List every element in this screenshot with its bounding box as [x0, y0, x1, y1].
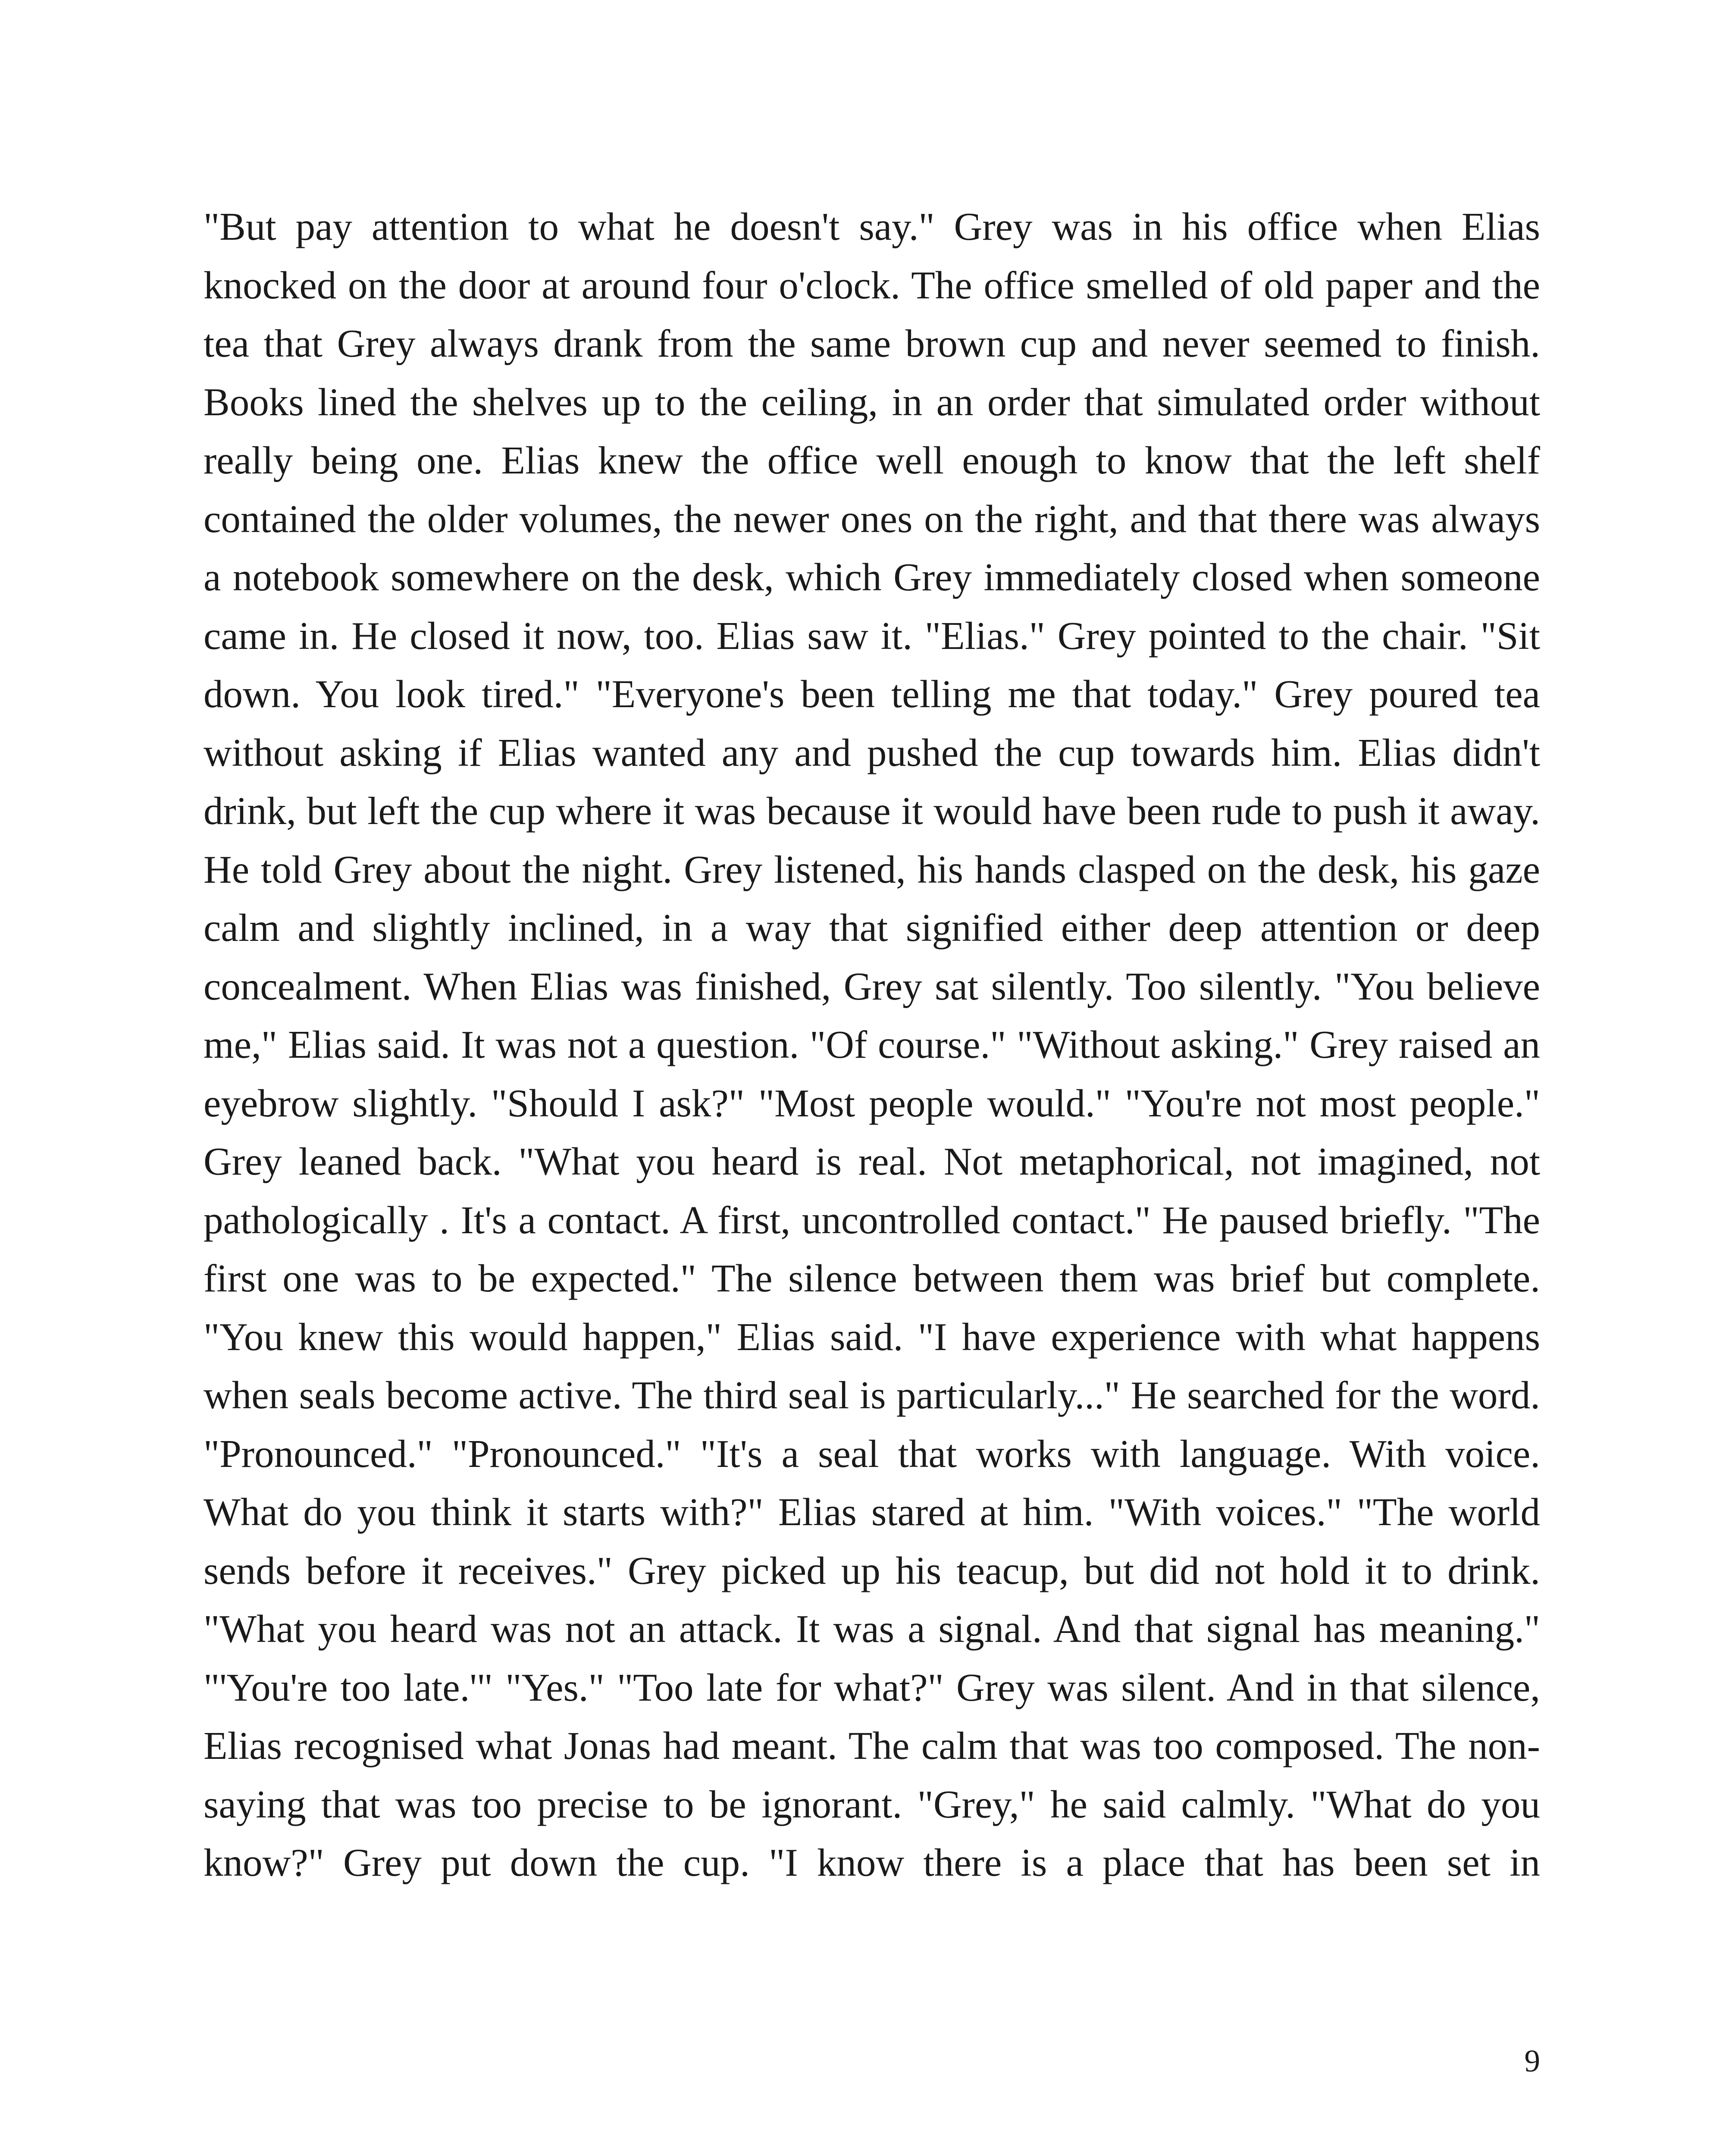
page-number: 9 [1524, 2043, 1540, 2078]
body-paragraph: "But pay attention to what he doesn't say." Grey was in his office when Elias knocked on the door at around four o'clock. The office smelled of old paper and the tea that Grey always drank from the same brown cup and never seemed to finish. Books lined the shelves up to the ceiling, in an order that simulated order without really being one. Elias knew the office well enough to know that the left shelf contained the older volumes, the newer ones on the right, and that there was always a notebook somewhere on the desk, which Grey immediately closed when someone came in. He closed it now, too. Elias saw it. "Elias." Grey pointed to the chair. "Sit down. You look tired." "Everyone's been telling me that today." Grey poured tea without asking if Elias wanted any and pushed the cup towards him. Elias didn't drink, but left the cup where it was because it would have been rude to push it away. He told Grey about the night. Grey listened, his hands clasped on the desk, his gaze calm and slightly inclined, in a way that signified either deep attention or deep concealment. When Elias was finished, Grey sat silently. Too silently. "You believe me," Elias said. It was not a question. "Of course." "Without asking." Grey raised an eyebrow slightly. "Should I ask?" "Most people would." "You're not most people." Grey leaned back. "What you heard is real. Not metaphorical, not imagined, not pathologically . It's a contact. A first, uncontrolled contact." He paused briefly. "The first one was to be expected." The silence between them was brief but complete. "You knew this would happen," Elias said. "I have experience with what happens when seals become active. The third seal is particularly..." He searched for the word. "Pronounced." "Pronounced." "It's a seal that works with language. With voice. What do you think it starts with?" Elias stared at him. "With voices." "The world sends before it receives." Grey picked up his teacup, but did not hold it to drink. "What you heard was not an attack. It was a signal. And that signal has meaning." "'You're too late.'" "Yes." "Too late for what?" Grey was silent. And in that silence, Elias recognised what Jonas had meant. The calm that was too composed. The non-saying that was too precise to be ignorant. "Grey," he said calmly. "What do you know?" Grey put down the cup. "I know there is a place that has been set in [204, 205, 1540, 1884]
